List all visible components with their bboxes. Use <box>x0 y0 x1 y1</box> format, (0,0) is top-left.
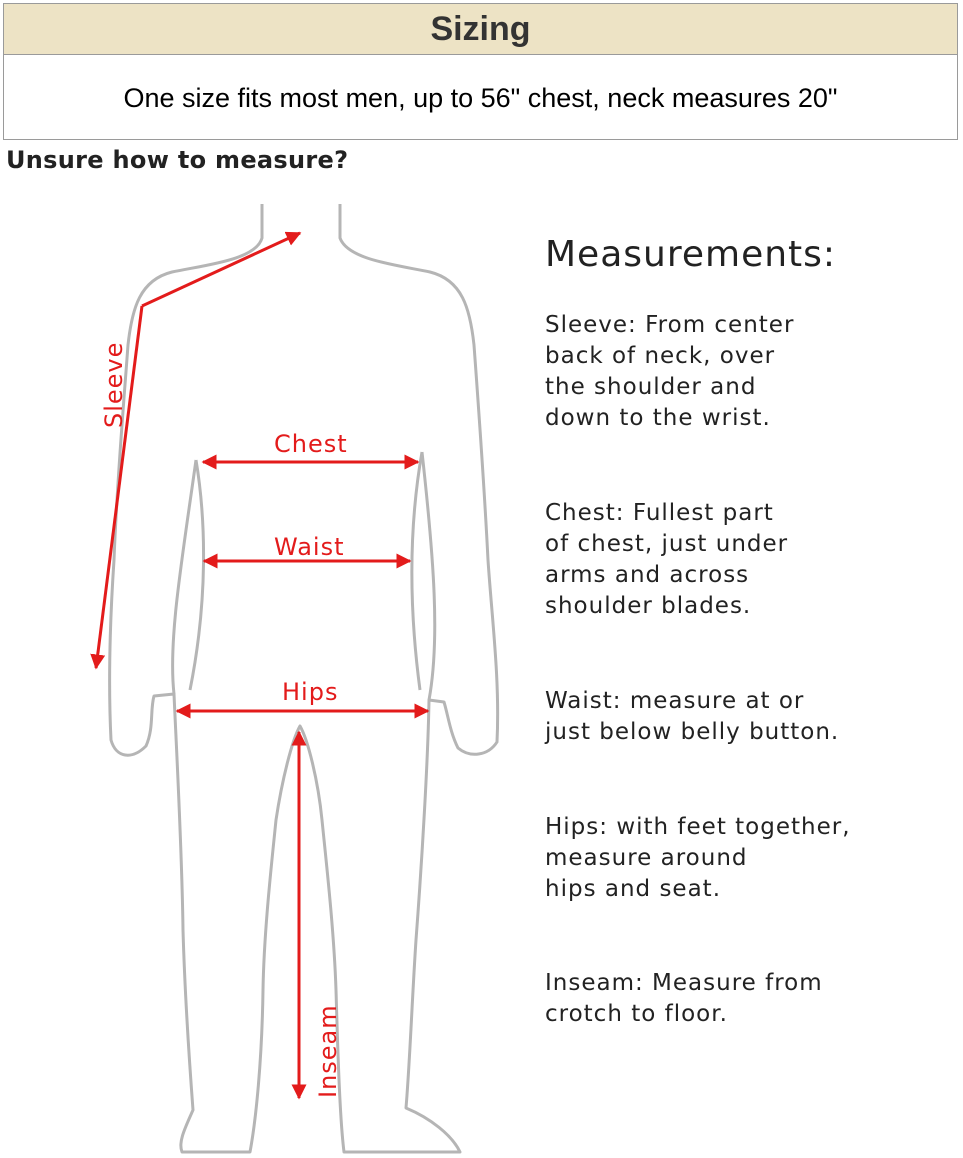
hips-label: Hips <box>282 678 339 706</box>
description-line: crotch to floor. <box>545 1001 728 1027</box>
inseam-label: Inseam <box>314 1004 342 1098</box>
right-side-body <box>412 452 422 690</box>
description-line: shoulder blades. <box>545 593 752 619</box>
measure-question: Unsure how to measure? <box>6 146 349 174</box>
sizing-text: One size fits most men, up to 56" chest, neck measures 20" <box>123 82 838 113</box>
description-line: back of neck, over <box>545 343 776 369</box>
waist-description <box>545 686 945 748</box>
description-line: down to the wrist. <box>545 405 771 431</box>
right-inner-arm <box>422 452 435 700</box>
description-line: Inseam: Measure from <box>545 970 823 996</box>
description-line: measure around <box>545 845 748 871</box>
description-line: Chest: Fullest part <box>545 500 774 526</box>
waist-label: Waist <box>274 533 345 561</box>
measurements-heading: Measurements: <box>545 234 837 275</box>
sleeve-label: Sleeve <box>100 341 128 428</box>
description-line: Waist: measure at or <box>545 688 805 714</box>
chest-label: Chest <box>274 430 348 458</box>
sleeve-arrow-upper <box>142 233 300 306</box>
description-line: hips and seat. <box>545 876 721 902</box>
left-inner-arm <box>173 460 196 694</box>
description-line: Hips: with feet together, <box>545 814 851 840</box>
chest-description <box>545 498 945 622</box>
description-line: just below belly button. <box>545 719 840 745</box>
sleeve-description <box>545 310 945 434</box>
description-line: the shoulder and <box>545 374 757 400</box>
hips-description <box>545 812 945 905</box>
description-line: arms and across <box>545 562 750 588</box>
description-line: of chest, just under <box>545 531 789 557</box>
sizing-title: Sizing <box>4 4 957 55</box>
description-line: Sleeve: From center <box>545 312 795 338</box>
inseam-description <box>545 968 945 1030</box>
